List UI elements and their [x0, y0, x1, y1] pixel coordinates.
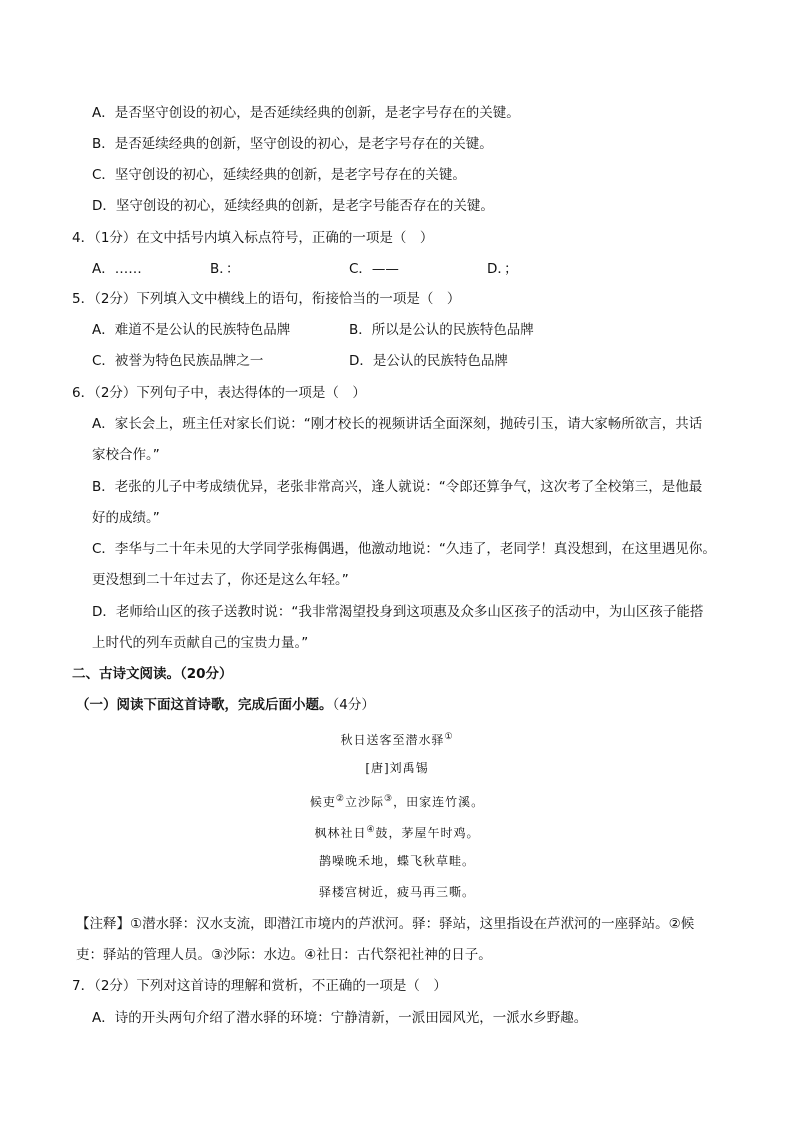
q6-option-d-line2: 上时代的列车贡献自己的宝贵力量。” — [92, 635, 309, 651]
subsection-score: （4分） — [332, 697, 375, 713]
q6-option-b-line1: B．老张的儿子中考成绩优异，老张非常高兴，逢人就说：“令郎还算争气，这次考了全校第三，是他最 — [92, 479, 703, 495]
q5-option-b: B．所以是公认的民族特色品牌 — [349, 322, 534, 338]
poem-line-4: 驿楼宫树近，疲马再三嘶。 — [318, 885, 475, 899]
q6-option-c-line1: C．李华与二十年未见的大学同学张梅偶遇，他激动地说：“久违了，老同学！真没想到，在这里遇见你。 — [92, 541, 716, 557]
q4-option-a: A．…… — [92, 261, 142, 277]
q3-option-d: D．坚守创设的初心，延续经典的创新，是老字号能否存在的关键。 — [92, 198, 494, 214]
poem-line-1: 候吏②立沙际③，田家连竹溪。 — [309, 794, 485, 809]
q6-option-a-line2: 家校合作。” — [92, 447, 160, 463]
q6-option-b-line2: 好的成绩。” — [92, 510, 160, 526]
section-heading: 二、古诗文阅读。（20分） — [72, 666, 233, 682]
notes-line-1: 【注释】①潜水驿：汉水支流，即潜江市境内的芦洑河。驿：驿站，这里指设在芦洑河的一座驿站。②候 — [76, 916, 695, 932]
poem-title: 秋日送客至潜水驿① — [340, 732, 454, 747]
q4-option-c: C．—— — [349, 261, 399, 277]
poem-author: [唐]刘禹锡 — [365, 761, 429, 775]
q5-stem: 5．（2分）下列填入文中横线上的语句，衔接恰当的一项是（ ） — [72, 291, 461, 307]
poem-line-3: 鹊噪晚禾地，蝶飞秋草畦。 — [318, 854, 475, 868]
q6-option-c-line2: 更没想到二十年过去了，你还是这么年轻。” — [92, 572, 349, 588]
q7-option-a: A．诗的开头两句介绍了潜水驿的环境：宁静清新，一派田园风光，一派水乡野趣。 — [92, 1010, 588, 1026]
subsection-heading — [76, 696, 375, 714]
q4-option-d: D．； — [487, 261, 518, 277]
q3-option-a: A．是否坚守创设的初心，是否延续经典的创新，是老字号存在的关键。 — [92, 105, 520, 121]
q5-option-c: C．被誉为特色民族品牌之一 — [92, 353, 264, 369]
q4-option-b: B．： — [210, 261, 240, 277]
q6-option-a-line1: A．家长会上，班主任对家长们说：“刚才校长的视频讲话全面深刻，抛砖引玉，请大家畅所欲言，共话 — [92, 416, 703, 432]
q3-option-b: B．是否延续经典的创新，坚守创设的初心，是老字号存在的关键。 — [92, 136, 493, 152]
notes-line-2: 吏：驿站的管理人员。③沙际：水边。④社日：古代祭祀社神的日子。 — [76, 947, 492, 963]
poem-line-2: 枫林社日④鼓，茅屋午时鸡。 — [314, 825, 480, 840]
q7-stem: 7．（2分）下列对这首诗的理解和赏析，不正确的一项是（ ） — [72, 978, 447, 994]
poem-title-note-mark: ① — [444, 732, 454, 742]
q6-option-d-line1: D．老师给山区的孩子送教时说：“我非常渴望投身到这项惠及众多山区孩子的活动中，为山区孩子能搭 — [92, 604, 704, 620]
q3-option-c: C．坚守创设的初心，延续经典的创新，是老字号存在的关键。 — [92, 167, 466, 183]
q6-stem: 6．（2分）下列句子中，表达得体的一项是（ ） — [72, 385, 366, 401]
q5-option-d: D．是公认的民族特色品牌 — [349, 353, 508, 369]
q4-stem: 4．（1分）在文中括号内填入标点符号，正确的一项是（ ） — [72, 230, 434, 246]
subsection-instruction: （一）阅读下面这首诗歌，完成后面小题。 — [76, 697, 333, 713]
q5-option-a: A．难道不是公认的民族特色品牌 — [92, 322, 291, 338]
